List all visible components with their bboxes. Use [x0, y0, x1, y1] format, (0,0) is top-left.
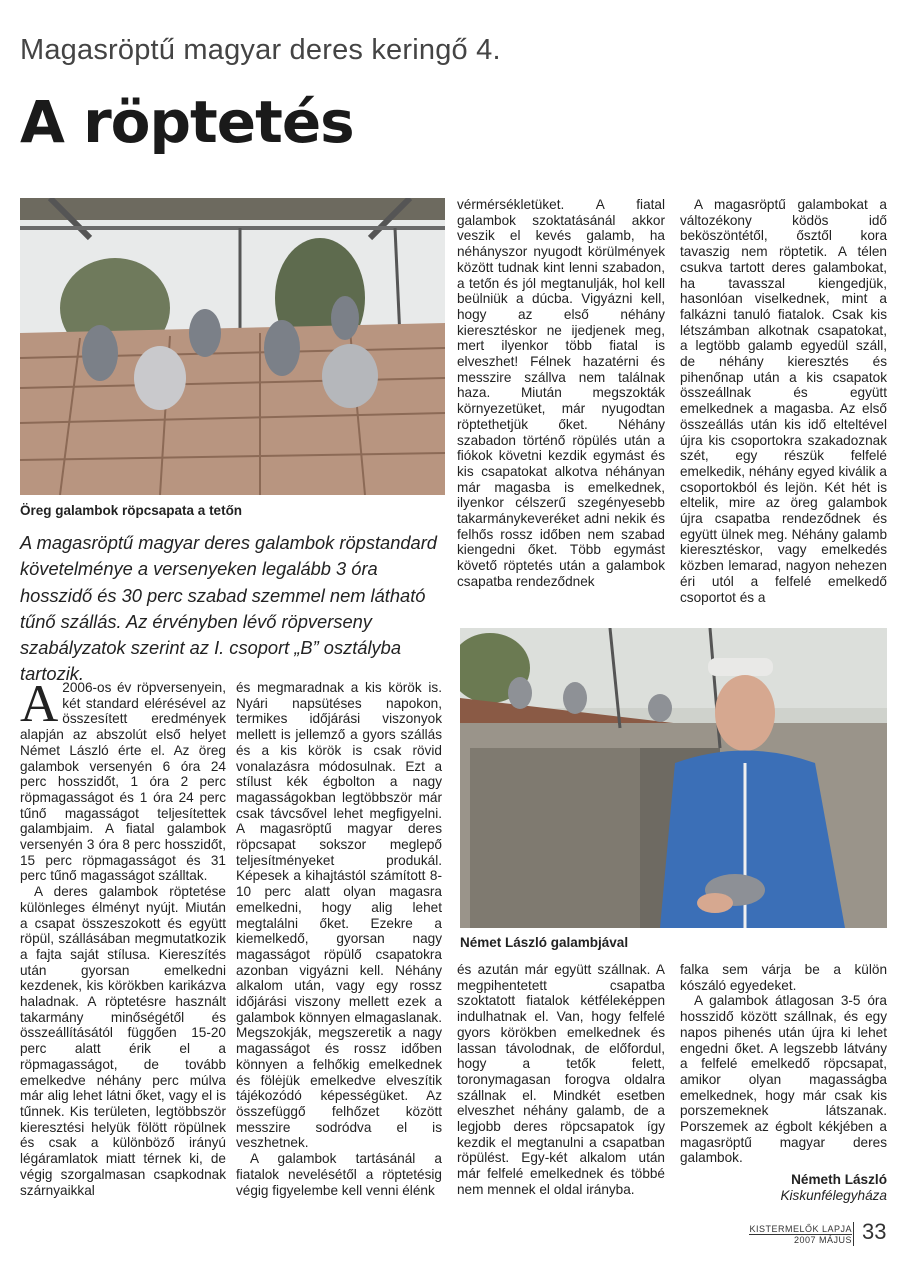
col1-text-1: 2006-os év röpversenyein, két standard elérésével az összesített eredmények alapján az abszolút első helyet Német László érte el. Az öreg galambok versenyén 6 óra 24 perc hosszidőt, 1 óra 2 perc röpmagasságot és 1 óra 24 perc tűnő magasságot teljesítettek galambjaim. A fiatal galambok versenyén 3 óra 8 perc hosszidőt, 15 perc röpmagasságot és 31 perc tűnő magasságot szálltak. [20, 680, 226, 884]
magazine-name: KISTERMELŐK LAPJA [749, 1224, 852, 1234]
footer-divider [853, 1222, 854, 1246]
column-1 [20, 675, 226, 1198]
col1-paragraph-2: A deres galambok röptetése különleges élményt nyújt. Miután a csapat összeszokott és együtt röpül, szállásában megmutatkozik a fajta saját stílusa. Kiereszítés után gyorsan emelkedni kezdenek, kis körökben karikázva haladnak. A röptetésre használt takarmány minőségétől és összeállításától függően 15-20 perc alatt érik el a röpmagasságot, de tovább emelkedve néhány perc múlva már alig lehet látni őket, vagy el is tűnnek. Kis területen, legtöbbször kieresztési helyük fölött röpülnek és csak a különböző irányú légáramlatok miatt térnek ki, de végig szorgalmasan csapkodnak szárnyaikkal [20, 884, 226, 1198]
issue-date: 2007 MÁJUS [793, 1235, 852, 1245]
col3-bottom-paragraph-1: és azután már együtt szállnak. A megpihentetett csapatba szoktatott fiatalok kétféleképpen indulhatnak el. Van, hogy felfelé gyors körökben emelkednek és lassan távolodnak, de előfordul, hogy a tetők felett, toronymagasan forogva oldalra szállnak el. Mindkét esetben elveszhet néhány galamb, de a legjobb deres röpcsapatok így kezdik el megtanulni a csapatban röpülést. Egy-két alkalom után már felfelé emelkednek és többé nem mennek el oldal irányba. [457, 962, 665, 1197]
column-4-top [680, 197, 887, 605]
col3-paragraph-1: vérmérsékletüket. A fiatal galambok szoktatásánál akkor veszik el kevés galamb, ha néhányszor nyugodt körülmények között tudnak kint lenni szabadon, a tetőn és jól megtanulják, hol kell beülniük a dúcba. Vigyázni kell, hogy az első néhány kieresztéskor ne ijedjenek meg, mert ilyenkor több fiatal is elveszhet! Félnek hazatérni és messzire szállva nem találnak haza. Miután megszokták környezetüket, már nyugodtan röptethetjük őket. Néhány szabadon történő röpülés után a fiókok követni kezdik egymást és kis csapatokat alkotva néhányan már magasba is emelkednek, ilyenkor célszerű szegényesebb takarmánykeveréket adni nekik és felhős rossz időben nem szabad kiengedni őket. Több egymást követő röptetés után a galambok csapatba rendeződnek [457, 197, 665, 589]
column-4-bottom [680, 962, 887, 1204]
col4-paragraph-1: A magasröptű galambokat a változékony ködös idő beköszöntétől, ősztől kora tavaszig nem röptetik. A télen csukva tartott deres galambokat, ha tavasszal kiengedjük, hasonlóan viselkednek, mint a falkázni tanuló fiatalok. Csak kis létszámban alkotnak csapatokat, a legtöbb galamb egyedül száll, de néhány kieresztés és pihenőnap után a kis csapatok összeállnak és együtt emelkednek a magasba. Az első összeállás után kis idő elteltével újra kis csoportokra szakadoznak szét, egy részük felfelé emelkedik, néhány egyed kiválik a csoportokból és lejön. Két hét is eltelik, mire az öreg galambok újra csapatba rendeződnek és együtt ülnek meg. Néhány galamb kieresztéskor, vagy emelkedés közben lemarad, nagyon nehezen éri utól a felfelé emelkedő csoportot és a [680, 197, 887, 605]
lead-paragraph: A magasröptű magyar deres galambok röpstandard követelménye a versenyeken legalább 3 óra hosszidő és 30 perc szabad szemmel nem látható tűnő szállás. Az érvényben lévő röpverseny szabályzatok szerint az I. csoport „B” osztályba tartozik. [20, 532, 437, 685]
author-signature: Németh László [791, 1172, 887, 1188]
man-with-pigeon-illustration [460, 628, 887, 928]
photo1-caption: Öreg galambok röpcsapata a tetőn [20, 503, 243, 518]
page-number: 33 [862, 1219, 887, 1244]
drop-cap: A [20, 675, 59, 733]
pigeons-roof-illustration [20, 198, 445, 495]
column-3-bottom [457, 962, 665, 1198]
col4-bottom-paragraph-2: A galambok átlagosan 3-5 óra hosszidő között szállnak, és egy napos pihenés után újra ki lehet engedni őket. A legszebb látvány a felfelé emelkedő röpcsapat, amikor olyan magasságba emelkednek, hogy már csak kis porszemeknek látszanak. Porszemek az égbolt kékjében a magasröptű magyar deres galambok. [680, 993, 887, 1166]
man-with-pigeon-photo [460, 628, 887, 928]
col2-paragraph-2: A galambok tartásánál a fiatalok nevelésétől a röptetésig végig figyelembe kell venni élénk [236, 1151, 442, 1198]
col2-paragraph-1: és megmaradnak a kis körök is. Nyári napsütéses napokon, termikes időjárási viszonyok mellett is jellemző a gyors szállás és a kis körök is csak rövid vonalazásra módosulnak. Ezt a stílust kék égbolton a nagy magasságokban legtöbbször már csak távcsővel lehet megfigyelni. A magasröptű magyar deres röpcsapat sokszor meglepő teljesítményeket produkál. Képesek a kihajtástól számított 8-10 perc alatt olyan magasra emelkedni, hogy alig lehet megtalálni őket. Ezekre a kiemelkedő, gyorsan nagy magasságot röpülő csapatokra azonban vigyázni kell. Néhány alkalom után, vagy egy rossz időjárási viszony mellett ezek a galambok könnyen elmagaslanak. Megszokják, megszeretik a nagy magasságot és rossz időben könnyen a felhőkig emelkednek és fölėjük emelkedve elveszítik tájékozódó képességüket. Az összefüggő felhőzet között messzire sodródva el is veszhetnek. [236, 680, 442, 1151]
photo2-caption: Német László galambjával [460, 935, 629, 950]
kicker: Magasröptű magyar deres keringő 4. [20, 34, 501, 66]
magazine-footer [749, 1224, 852, 1245]
col1-paragraph-1 [20, 675, 226, 884]
col4-bottom-paragraph-1: falka sem várja be a külön kószáló egyedeket. [680, 962, 887, 993]
column-3-top [457, 197, 665, 590]
column-2 [236, 680, 442, 1198]
headline: A röptetés [20, 88, 354, 156]
pigeons-roof-photo [20, 198, 445, 495]
author-place: Kiskunfélegyháza [780, 1187, 887, 1203]
